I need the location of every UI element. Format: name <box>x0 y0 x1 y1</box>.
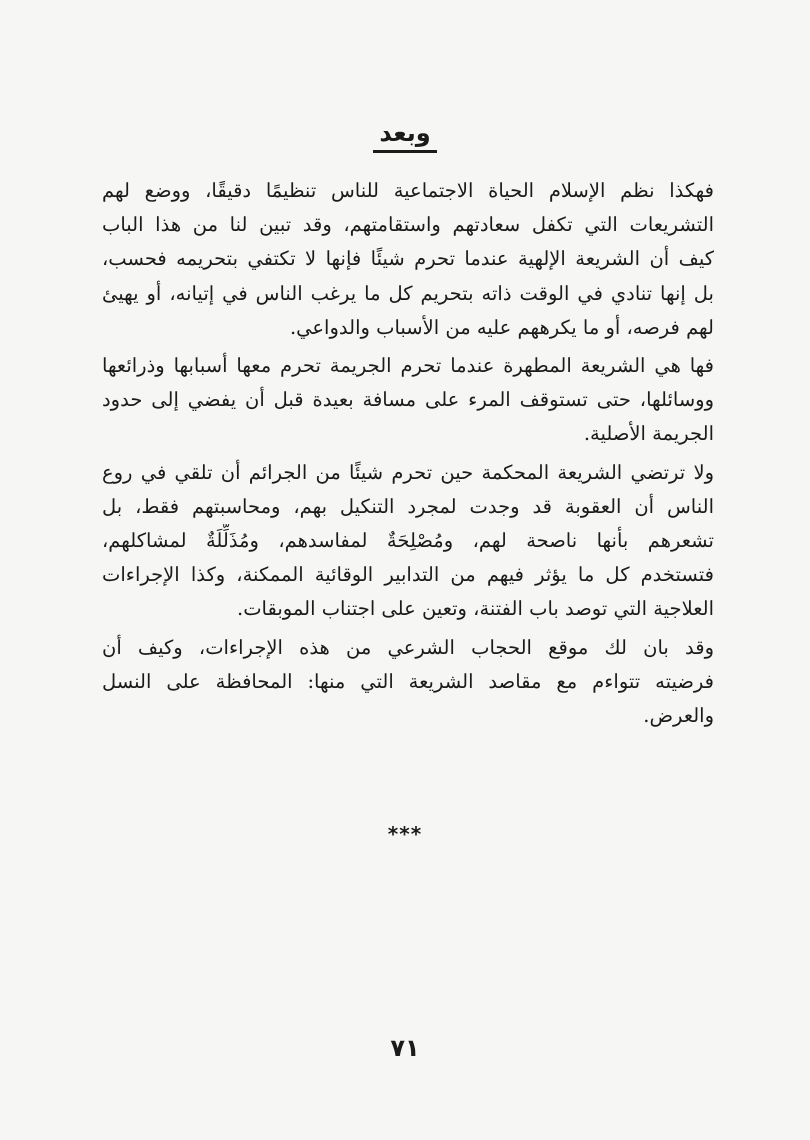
paragraph-line: فرضيته تتواءم مع مقاصد الشريعة التي منها: المحافظة على النسل <box>102 669 714 693</box>
section-heading <box>0 118 810 153</box>
paragraph-line: الناس أن العقوبة قد وجدت لمجرد التنكيل بهم، ومحاسبتهم فقط، بل <box>102 494 714 518</box>
paragraph-line: ولا ترتضي الشريعة المحكمة حين تحرم شيئًا من الجرائم أن تلقي في روع <box>102 460 714 484</box>
section-separator: *** <box>387 822 423 846</box>
section-heading-text: وبعد <box>373 118 436 153</box>
paragraph-line: فها هي الشريعة المطهرة عندما تحرم الجريمة تحرم معها أسبابها وذرائعها <box>102 354 714 378</box>
paragraph-line: فهكذا نظم الإسلام الحياة الاجتماعية للناس تنظيمًا دقيقًا، ووضع لهم <box>102 179 714 202</box>
paragraph-line: وقد بان لك موقع الحجاب الشرعي من هذه الإجراءات، وكيف أن <box>102 635 714 659</box>
paragraph-line: كيف أن الشريعة الإلهية عندما تحرم شيئًا فإنها لا تكتفي بتحريمه فحسب، <box>102 247 714 271</box>
paragraph-3 <box>102 456 714 627</box>
paragraph-line: الجريمة الأصلية. <box>583 422 714 446</box>
paragraph-line: العلاجية التي توصد باب الفتنة، وتعين على اجتناب الموبقات. <box>237 597 714 621</box>
paragraph-1 <box>102 174 714 345</box>
paragraph-line: بل إنها تنادي في الوقت ذاته بتحريم كل ما يرغب الناس في إتيانه، أو يهيئ <box>102 281 714 305</box>
paragraph-2 <box>102 349 714 452</box>
paragraph-line: التشريعات التي تكفل سعادتهم واستقامتهم، وقد تبين لنا من هذا الباب <box>102 213 714 237</box>
paragraph-line: ووسائلها، حتى تستوقف المرء على مسافة بعيدة قبل أن يفضي إلى حدود <box>102 388 714 412</box>
page-number: ٧١ <box>390 1034 420 1062</box>
paragraph-line: والعرض. <box>643 704 714 728</box>
paragraph-line: فتستخدم كل ما يؤثر فيهم من التدابير الوقائية الممكنة، وكذا الإجراءات <box>102 563 714 587</box>
paragraph-4 <box>102 631 714 734</box>
paragraph-line: تشعرهم بأنها ناصحة لهم، ومُصْلِحَةٌ لمفاسدهم، ومُذَلِّلَةٌ لمشاكلهم، <box>102 529 714 553</box>
paragraph-line: لهم فرصه، أو ما يكرههم عليه من الأسباب والدواعي. <box>289 315 714 339</box>
body-text <box>102 174 714 737</box>
